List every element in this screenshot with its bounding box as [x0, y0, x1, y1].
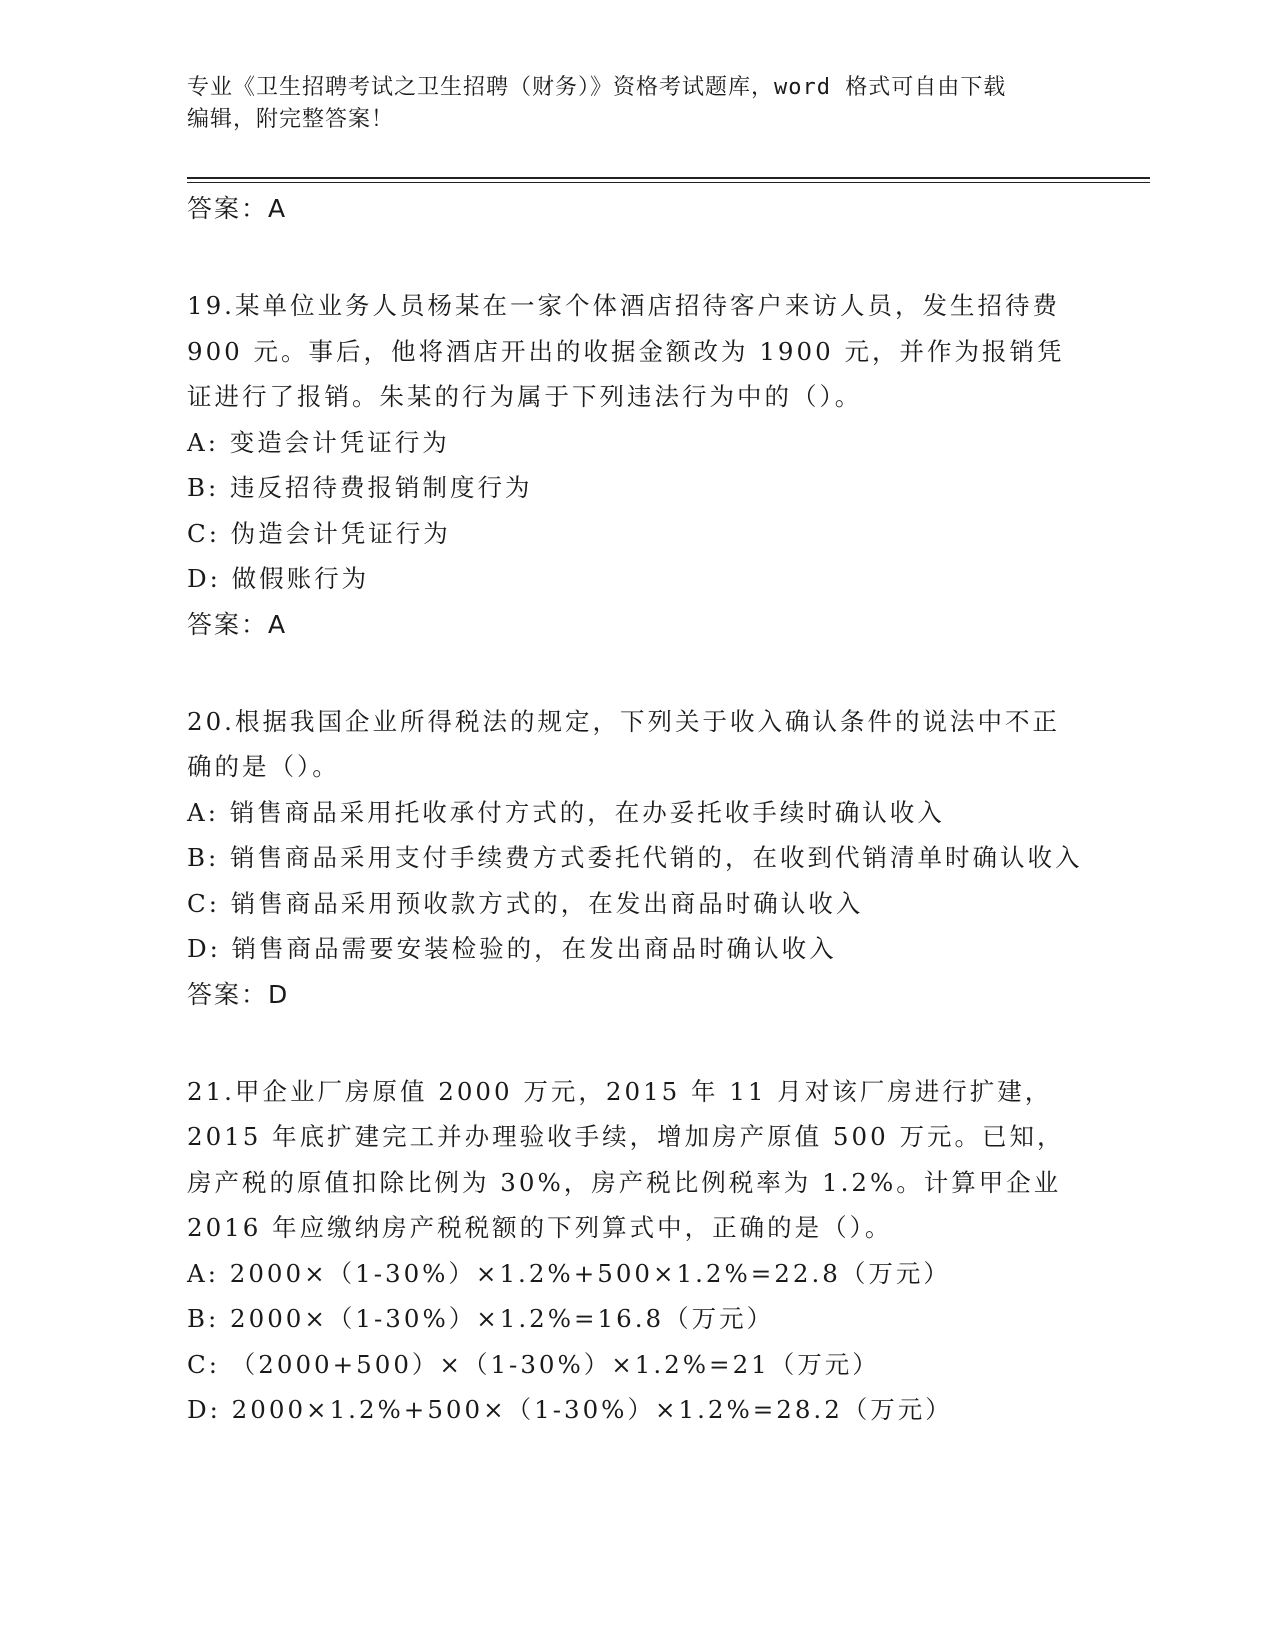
option-c: C: （2000+500）×（1-30%）×1.2%=21（万元）	[187, 1349, 880, 1379]
option-d: D: 做假账行为	[187, 564, 370, 593]
question-gap	[187, 647, 1087, 699]
header-rule	[187, 177, 1150, 179]
question-list	[187, 186, 1087, 1433]
question-text: 21.甲企业厂房原值 2000 万元，2015 年 11 月对该厂房进行扩建，2015 年底扩建完工并办理验收手续，增加房产原值 500 万元。已知，房产税的原值扣除比例为 30%，房产税比例税率为 1.2%。计算甲企业 2016 年应缴纳房产税税额的下列算式中，正确的是（）。	[187, 1076, 1065, 1242]
question-gap	[187, 1017, 1087, 1069]
option-d: D: 2000×1.2%+500×（1-30%）×1.2%=28.2（万元）	[187, 1395, 953, 1424]
option-a: A: 变造会计凭证行为	[187, 427, 450, 457]
header-rule-thin	[187, 182, 1150, 183]
question-text: 19.某单位业务人员杨某在一家个体酒店招待客户来访人员，发生招待费 900 元。事后，他将酒店开出的收据金额改为 1900 元，并作为报销凭证进行了报销。朱某的行为属于下列违法行为中的（）。	[187, 291, 1065, 411]
question-text: 20.根据我国企业所得税法的规定，下列关于收入确认条件的说法中不正确的是（）。	[187, 706, 1060, 781]
question-19	[187, 283, 1087, 647]
answer-line: 答案：D	[187, 979, 290, 1009]
header-line: 编辑，附完整答案！	[187, 107, 395, 132]
question-20	[187, 699, 1087, 1017]
header-line: 专业《卫生招聘考试之卫生招聘（财务）》资格考试题库，word 格式可自由下载	[187, 75, 1007, 100]
page-header	[187, 72, 1087, 136]
question-gap	[187, 231, 1087, 283]
option-c: C: 销售商品采用预收款方式的，在发出商品时确认收入	[187, 888, 864, 918]
question-21	[187, 1069, 1087, 1433]
answer-line: 答案：A	[187, 194, 288, 223]
option-b: B: 2000×（1-30%）×1.2%=16.8（万元）	[187, 1304, 775, 1333]
option-d: D: 销售商品需要安装检验的，在发出商品时确认收入	[187, 934, 837, 963]
option-c: C: 伪造会计凭证行为	[187, 518, 451, 548]
option-b: B: 销售商品采用支付手续费方式委托代销的，在收到代销清单时确认收入	[187, 843, 1083, 872]
option-b: B: 违反招待费报销制度行为	[187, 473, 533, 502]
option-a: A: 销售商品采用托收承付方式的，在办妥托收手续时确认收入	[187, 797, 945, 827]
option-a: A: 2000×（1-30%）×1.2%+500×1.2%=22.8（万元）	[187, 1258, 951, 1288]
answer-line: 答案：A	[187, 609, 288, 639]
